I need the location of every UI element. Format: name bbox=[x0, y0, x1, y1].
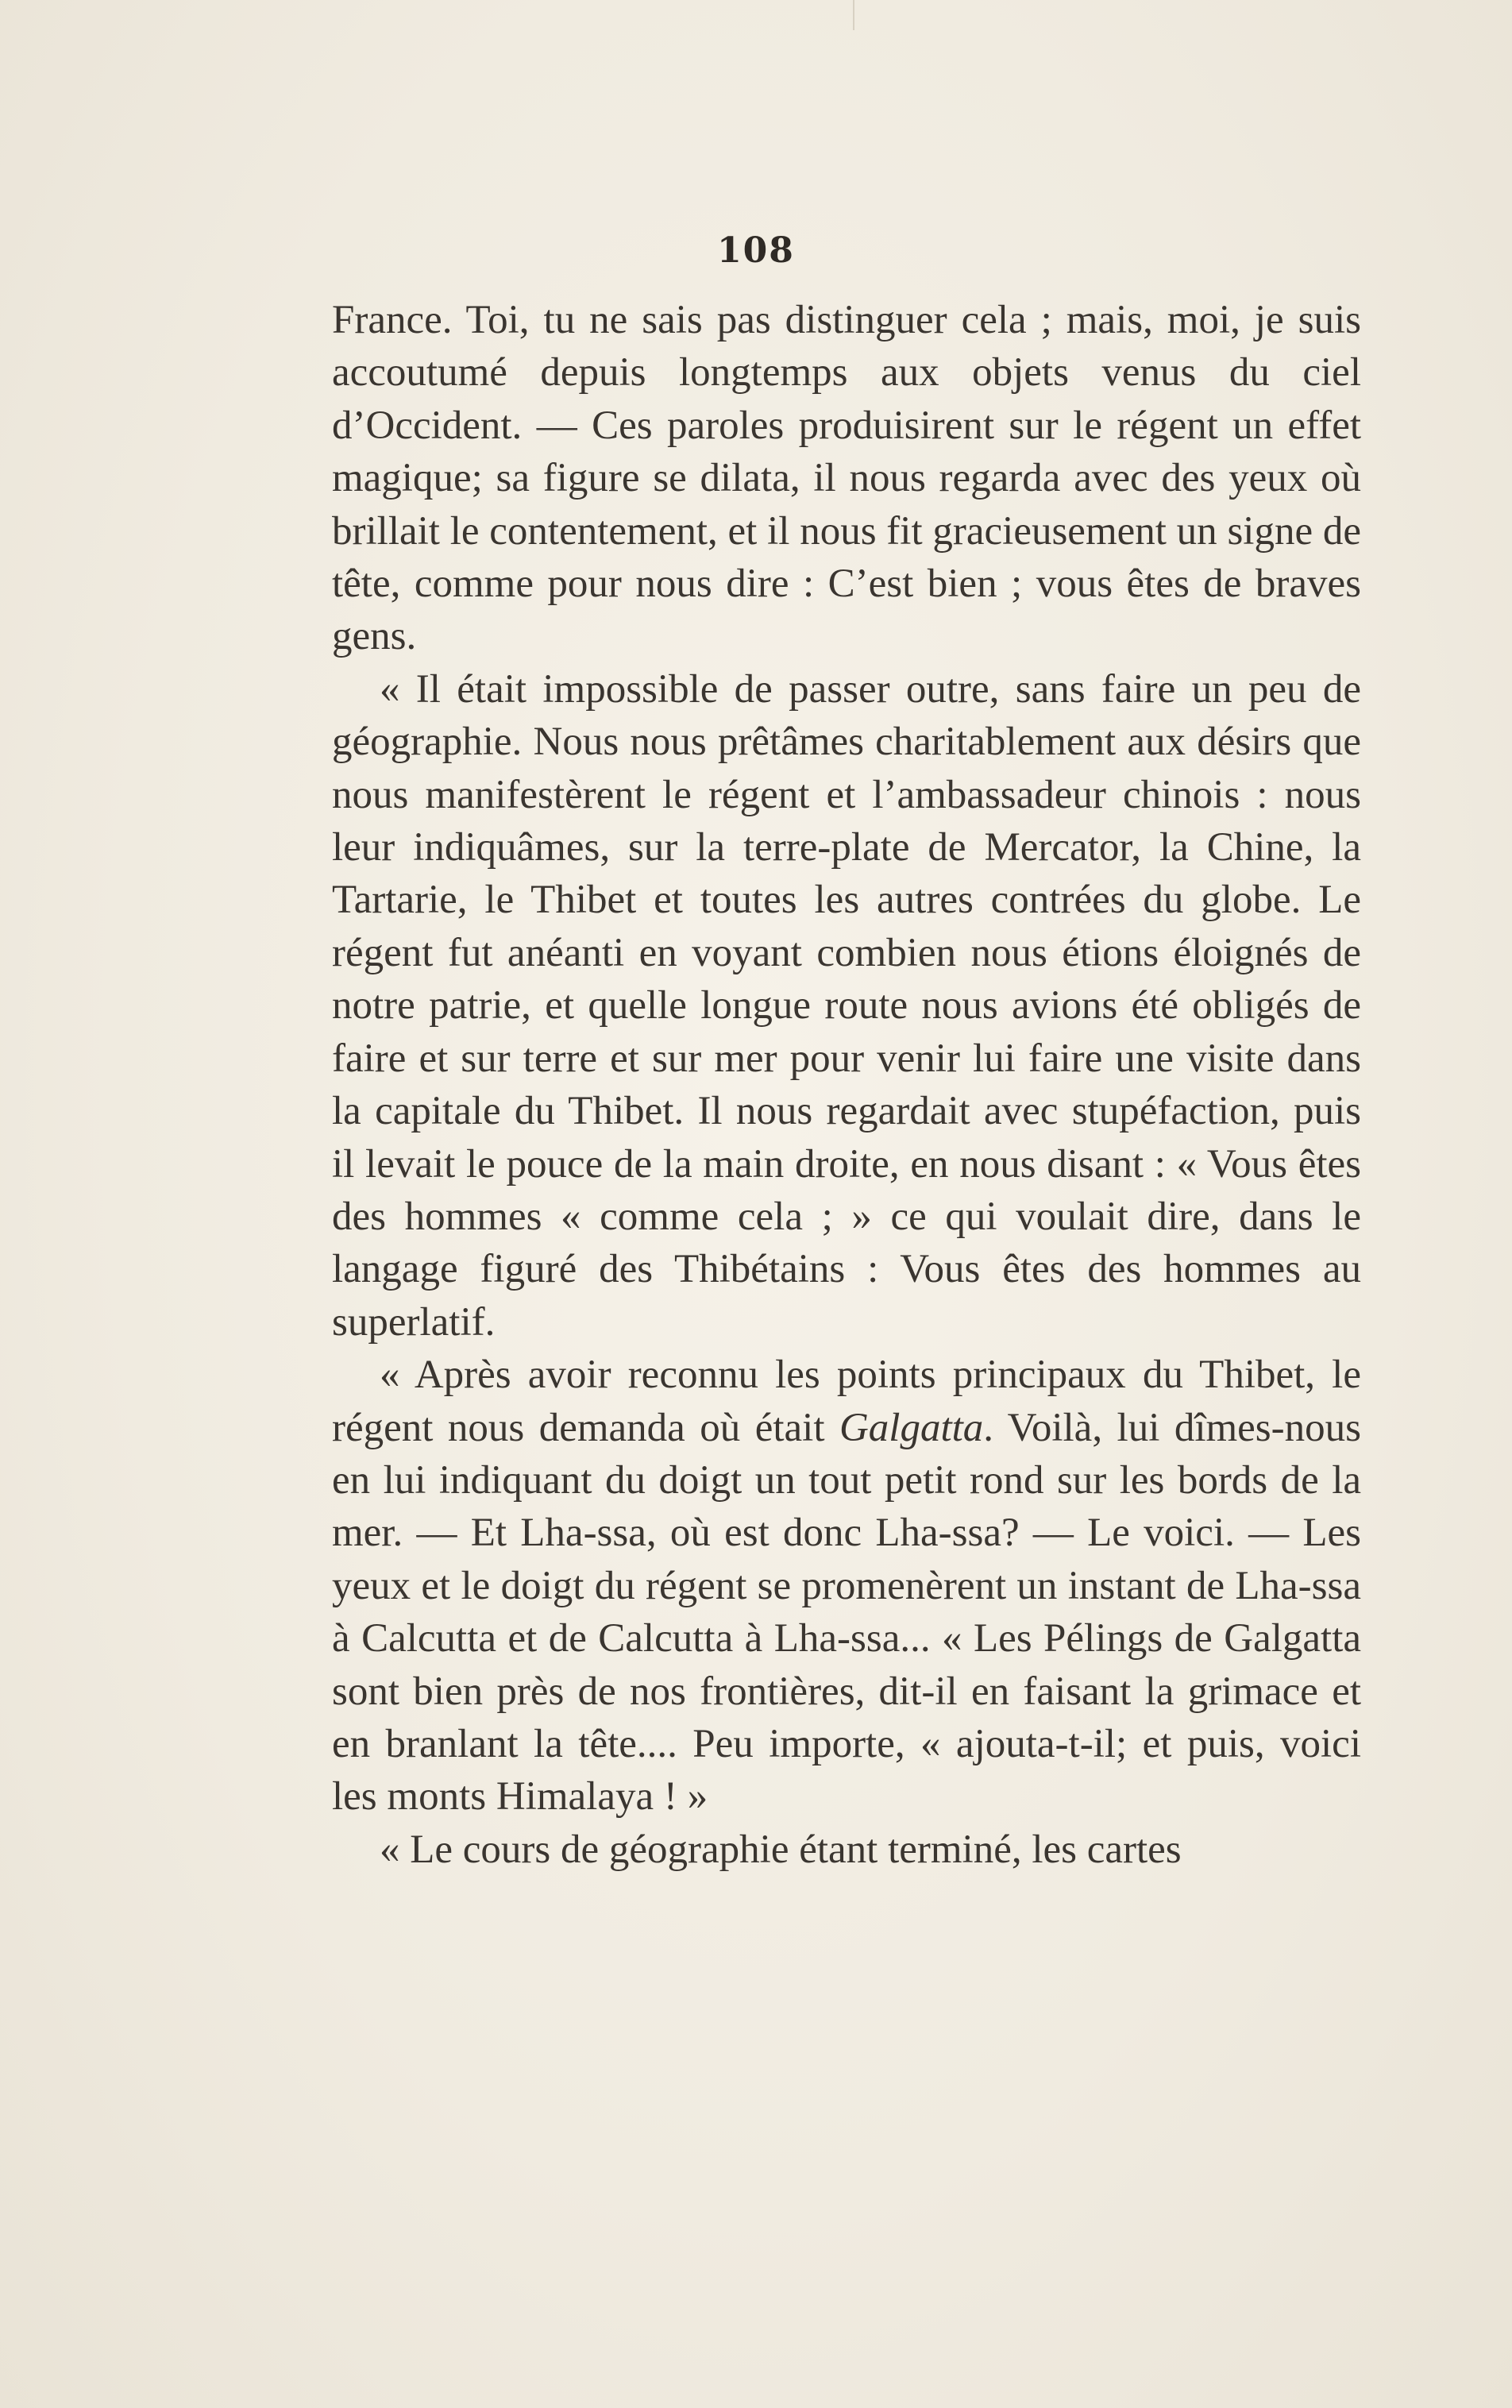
paragraph-3-text-before: « Après avoir reconnu les points principaux du Thibet, le régent nous demanda où était bbox=[332, 1353, 1361, 1450]
paragraph-2-text: « Il était impossible de passer outre, sans faire un peu de géographie. Nous nous prêtâmes charitablement aux désirs que nous manifestèrent le régent et l’ambassadeur chinois : nous leur indiquâmes, sur la terre-plate de Mercator, la Chine, la Tartarie, le Thibet et toutes les autres contrées du globe. Le régent fut anéanti en voyant combien nous étions éloignés de notre patrie, et quelle longue route nous avions été obligés de faire et sur terre et sur mer pour venir lui faire une visite dans la capitale du Thibet. Il nous regardait avec stupéfaction, puis il levait le pouce de la main droite, en nous disant : « Vous êtes des hommes « comme cela ; » ce qui voulait dire, dans le langage figuré des Thibétains : Vous êtes des hommes au superlatif. bbox=[332, 666, 1361, 1345]
paragraph-3-text-after: . Voilà, lui dîmes-nous en lui indiquant du doigt un tout petit rond sur les bords de la mer. — Et Lha-ssa, où est donc Lha-ssa? — Le voici. — Les yeux et le doigt du régent se promenèrent un instant de Lha-ssa à Calcutta et de Calcutta à Lha-ssa... « Les Pélings de Galgatta sont bien près de nos frontières, dit-il en faisant la grimace et en branlant la tête.... Peu importe, « ajouta-t-il; et puis, voici les monts Himalaya ! » bbox=[332, 1405, 1361, 1820]
paragraph-1-text: France. Toi, tu ne sais pas distinguer cela ; mais, moi, je suis accoutumé depuis longtemps aux objets venus du ciel d’Occident. — Ces paroles produisirent sur le régent un effet magique; sa figure se dilata, il nous regarda avec des yeux où brillait le contentement, et il nous fit gracieusement un signe de tête, comme pour nous dire : C’est bien ; vous êtes de braves gens. bbox=[332, 298, 1361, 659]
page-body-text bbox=[332, 294, 1361, 1876]
paragraph-4-text: « Le cours de géographie étant terminé, les cartes bbox=[380, 1827, 1182, 1872]
paragraph-4 bbox=[332, 1823, 1361, 1876]
paragraph-3-italic-place-name: Galgatta bbox=[839, 1405, 984, 1450]
paragraph-2 bbox=[332, 663, 1361, 1349]
paragraph-3 bbox=[332, 1349, 1361, 1823]
page-crease-mark bbox=[853, 0, 854, 30]
page-number: 108 bbox=[717, 230, 795, 271]
paragraph-1 bbox=[332, 294, 1361, 663]
